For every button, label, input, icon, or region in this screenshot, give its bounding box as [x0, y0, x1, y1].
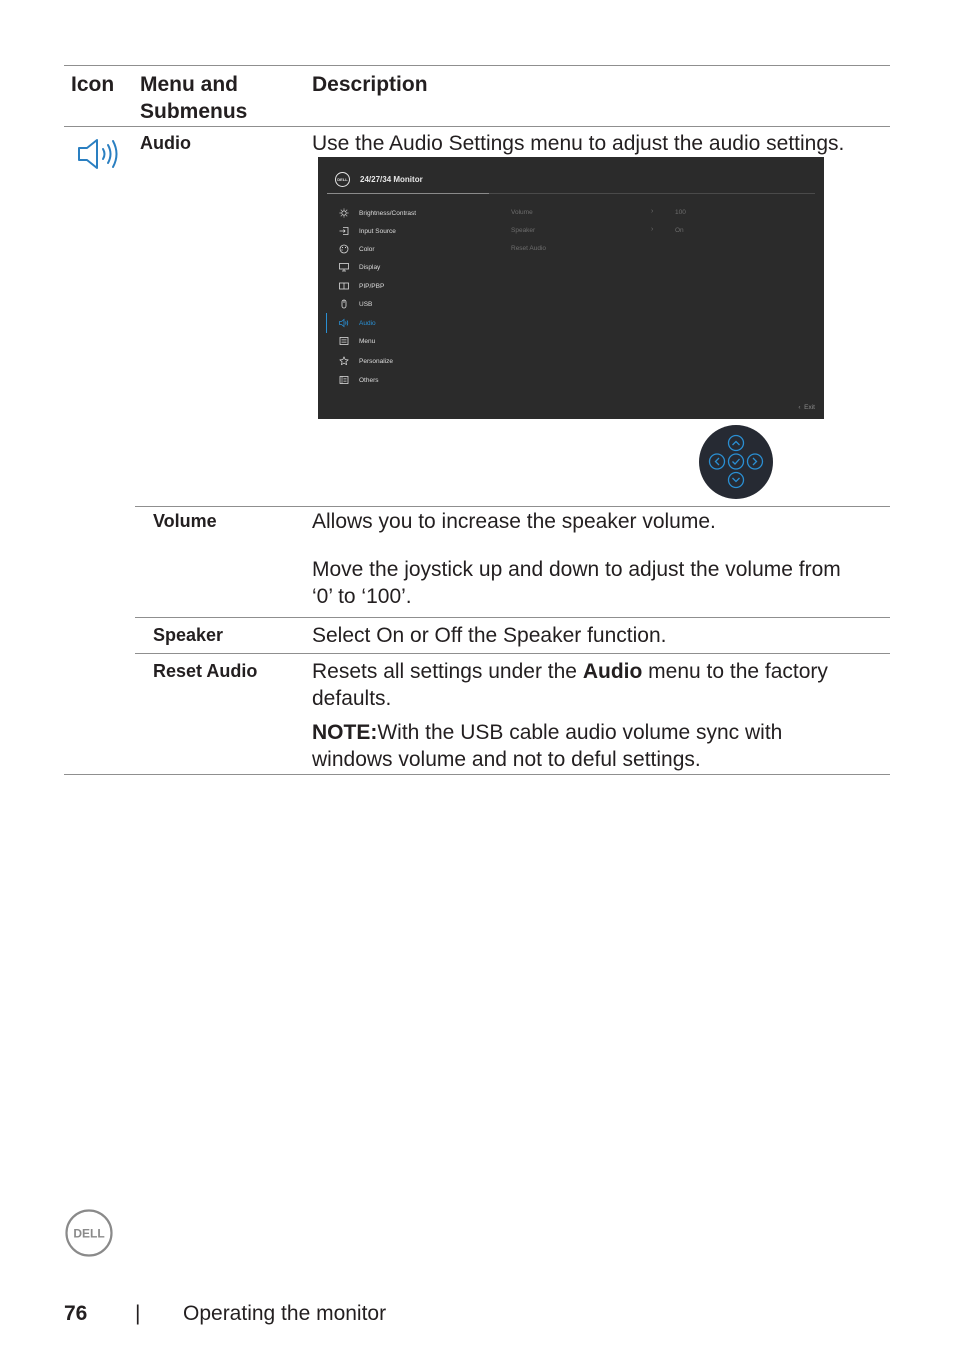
palette-icon	[338, 244, 350, 254]
speaker-row-bottom-rule	[135, 653, 890, 654]
volume-description-1: Allows you to increase the speaker volume.	[312, 510, 716, 533]
header-bottom-rule	[64, 126, 890, 127]
osd-item-menu[interactable]	[338, 334, 375, 348]
sun-icon	[338, 208, 350, 218]
volume-description	[312, 508, 841, 610]
page-number: 76	[64, 1302, 88, 1325]
osd-item-audio[interactable]	[338, 316, 376, 330]
audio-menu-name: Audio	[140, 133, 191, 153]
osd-exit-label: Exit	[804, 404, 815, 411]
chevron-left-icon	[710, 454, 725, 469]
menu-icon	[338, 336, 350, 346]
chevron-down-icon	[729, 473, 744, 488]
display-icon	[338, 262, 350, 272]
volume-description-2-line1: Move the joystick up and down to adjust the volume from	[312, 558, 841, 581]
osd-item-label: Display	[359, 263, 381, 271]
osd-title-rule	[327, 193, 489, 194]
osd-item-label: Input Source	[359, 227, 396, 235]
osd-item-label: PIP/PBP	[359, 282, 385, 290]
osd-item-label: Audio	[359, 319, 376, 327]
osd-item-label: USB	[359, 300, 373, 308]
chevron-right-icon	[748, 454, 763, 469]
reset-audio-description	[312, 658, 828, 773]
header-menu-line1: Menu and	[140, 73, 238, 96]
pip-icon	[338, 281, 350, 291]
osd-submenu-volume-arrow: ›	[651, 208, 654, 215]
reset-audio-description-line2: defaults.	[312, 687, 392, 710]
osd-submenu-speaker-arrow: ›	[651, 226, 654, 233]
osd-item-label: Color	[359, 245, 375, 253]
osd-item-label: Others	[359, 376, 379, 384]
osd-title-rule-right	[489, 193, 815, 194]
note-text-line1: With the USB cable audio volume sync with	[377, 721, 783, 744]
volume-row-bottom-rule	[135, 617, 890, 618]
osd-exit-button[interactable]	[798, 404, 815, 411]
audio-description: Use the Audio Settings menu to adjust the audio settings.	[312, 132, 845, 155]
reset-audio-note-line1	[312, 719, 828, 746]
osd-item-label: Menu	[359, 337, 376, 345]
osd-screenshot	[318, 157, 824, 419]
input-source-icon	[338, 226, 350, 236]
osd-selection-indicator	[326, 313, 327, 333]
joystick-diagram	[699, 425, 773, 499]
footer-section-title: Operating the monitor	[183, 1302, 387, 1325]
osd-item-label: Personalize	[359, 357, 393, 365]
osd-item-input-source[interactable]	[338, 224, 396, 238]
osd-submenu-volume[interactable]: Volume	[511, 209, 533, 216]
osd-dell-logo: DELL	[335, 172, 350, 187]
footer-separator: |	[135, 1302, 141, 1325]
speaker-description: Select On or Off the Speaker function.	[312, 624, 667, 647]
header-icon: Icon	[71, 73, 115, 96]
speaker-icon	[338, 318, 350, 328]
reset-audio-note	[312, 719, 828, 773]
star-icon	[338, 356, 350, 366]
dell-logo	[64, 1208, 114, 1258]
osd-item-others[interactable]	[338, 373, 379, 387]
osd-submenu-reset-audio[interactable]: Reset Audio	[511, 245, 547, 252]
audio-row-bottom-rule	[135, 506, 890, 507]
osd-item-color[interactable]	[338, 242, 375, 256]
osd-item-personalize[interactable]	[338, 354, 393, 368]
table-bottom-rule	[64, 774, 890, 775]
osd-item-display[interactable]	[338, 260, 380, 274]
check-icon	[729, 454, 744, 469]
osd-title: 24/27/34 Monitor	[360, 175, 423, 184]
reset-audio-description-post: menu to the factory	[642, 660, 828, 683]
volume-description-2-line2: ‘0’ to ‘100’.	[312, 585, 412, 608]
reset-audio-description-bold: Audio	[582, 660, 643, 683]
others-icon	[338, 375, 350, 385]
volume-submenu-name: Volume	[153, 511, 217, 531]
osd-submenu-volume-value: 100	[675, 209, 686, 216]
osd-item-brightness-contrast[interactable]	[338, 206, 416, 220]
note-text-line2: windows volume and not to deful settings.	[312, 748, 701, 771]
chevron-left-icon: ‹	[798, 404, 801, 411]
reset-audio-description-line1	[312, 658, 828, 685]
osd-submenu-speaker-value: On	[675, 227, 684, 234]
speaker-icon	[76, 136, 122, 172]
osd-item-usb[interactable]	[338, 297, 372, 311]
osd-item-label: Brightness/Contrast	[359, 209, 417, 217]
header-menu	[140, 71, 247, 125]
chevron-up-icon	[729, 436, 744, 451]
usb-icon	[338, 299, 350, 309]
osd-item-pip-pbp[interactable]	[338, 279, 384, 293]
header-menu-line2: Submenus	[140, 100, 248, 123]
note-label: NOTE:	[312, 721, 378, 744]
reset-audio-submenu-name: Reset Audio	[153, 661, 258, 681]
dell-logo-text: DELL	[73, 1226, 105, 1241]
speaker-submenu-name: Speaker	[153, 625, 224, 645]
table-top-rule	[64, 65, 890, 66]
header-description: Description	[312, 73, 428, 96]
reset-audio-description-pre: Resets all settings under the	[312, 660, 583, 683]
osd-submenu-speaker[interactable]: Speaker	[511, 227, 536, 234]
